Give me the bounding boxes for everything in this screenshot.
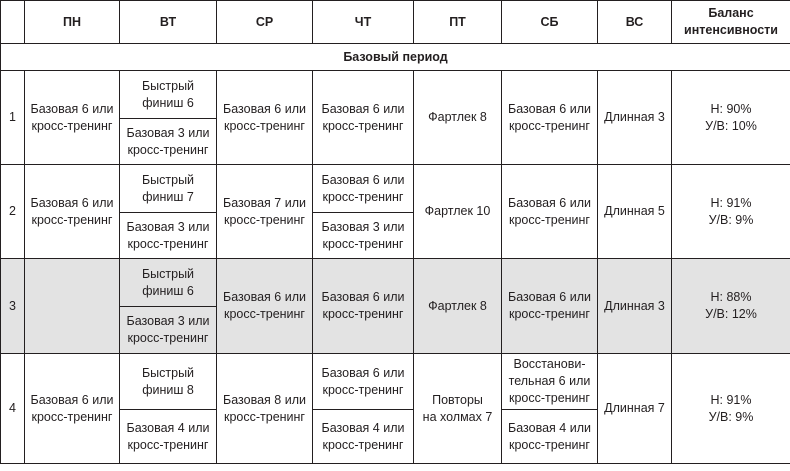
week-2-fri	[414, 165, 502, 259]
week-3-wed-text: Базовая 6 или кросс-тренинг	[223, 290, 306, 321]
week-4-mon	[25, 354, 120, 464]
section-title: Базовый период	[1, 44, 790, 71]
week-2-thu-top	[313, 165, 414, 213]
week-1-sat	[502, 71, 598, 165]
week-4-tue-top-text: Быстрый финиш 8	[141, 365, 195, 397]
header-balance-text: Баланс интенсивности	[684, 6, 778, 37]
week-2-sun-text: Длинная 5	[604, 204, 665, 218]
week-1-sat-text: Базовая 6 или кросс-тренинг	[508, 101, 591, 133]
week-4-sun-text: Длинная 7	[604, 401, 665, 415]
week-1-wed-text: Базовая 6 или кросс-тренинг	[223, 101, 306, 133]
week-2-num: 2	[1, 165, 25, 259]
week-3-sat-text: Базовая 6 или кросс-тренинг	[508, 290, 591, 321]
week-3-tue-top	[120, 259, 217, 307]
week-4-sat-bottom	[502, 410, 598, 464]
header-sun: ВС	[598, 1, 672, 44]
week-3-tue-bottom-text: Базовая 3 или кросс-тренинг	[126, 314, 210, 345]
week-3-sat	[502, 259, 598, 354]
week-2-thu-bottom	[313, 213, 414, 259]
week-4-row-top	[1, 354, 790, 410]
week-1-mon	[25, 71, 120, 165]
header-balance	[672, 1, 790, 44]
week-2-mon-text: Базовая 6 или кросс-тренинг	[30, 195, 114, 227]
week-3-thu	[313, 259, 414, 354]
week-1-tue-top	[120, 71, 217, 119]
week-3-thu-text: Базовая 6 или кросс-тренинг	[321, 290, 405, 321]
week-1-sun-text: Длинная 3	[604, 110, 665, 124]
week-2-wed	[217, 165, 313, 259]
week-2-tue-top-text: Быстрый финиш 7	[141, 172, 195, 204]
week-4-balance-text: Н: 91% У/В: 9%	[708, 392, 754, 424]
week-2-tue-bottom-text: Базовая 3 или кросс-тренинг	[126, 219, 210, 251]
week-1-balance-text: Н: 90% У/В: 10%	[705, 101, 757, 133]
week-1-tue-bottom	[120, 119, 217, 165]
week-3-tue-bottom	[120, 307, 217, 354]
week-2-mon	[25, 165, 120, 259]
week-3-row-top	[1, 259, 790, 307]
week-1-tue-top-text: Быстрый финиш 6	[141, 78, 195, 110]
week-3-wed	[217, 259, 313, 354]
header-row	[1, 1, 790, 44]
week-4-num: 4	[1, 354, 25, 464]
week-3-sun-text: Длинная 3	[604, 298, 665, 313]
week-4-fri-text: Повторы на холмах 7	[422, 392, 493, 424]
week-2-sat-text: Базовая 6 или кросс-тренинг	[508, 195, 591, 227]
header-mon: ПН	[25, 1, 120, 44]
week-3-sun	[598, 259, 672, 354]
week-2-thu-bottom-text: Базовая 3 или кросс-тренинг	[321, 219, 405, 251]
week-4-sun	[598, 354, 672, 464]
week-1-tue-bottom-text: Базовая 3 или кросс-тренинг	[126, 125, 210, 157]
week-1-fri	[414, 71, 502, 165]
week-4-mon-text: Базовая 6 или кросс-тренинг	[30, 392, 114, 424]
header-wed: СР	[217, 1, 313, 44]
week-3-tue-top-text: Быстрый финиш 6	[141, 266, 195, 298]
week-4-tue-bottom	[120, 410, 217, 464]
week-2-row-top	[1, 165, 790, 213]
week-1-thu	[313, 71, 414, 165]
week-4-tue-bottom-text: Базовая 4 или кросс-тренинг	[126, 420, 210, 452]
week-2-thu-top-text: Базовая 6 или кросс-тренинг	[321, 172, 405, 204]
week-3-num: 3	[1, 259, 25, 354]
week-2-balance	[672, 165, 790, 259]
week-1-mon-text: Базовая 6 или кросс-тренинг	[30, 101, 114, 133]
week-4-thu-top	[313, 354, 414, 410]
week-2-tue-top	[120, 165, 217, 213]
week-1-sun	[598, 71, 672, 165]
week-4-thu-bottom	[313, 410, 414, 464]
week-4-wed-text: Базовая 8 или кросс-тренинг	[223, 392, 306, 424]
header-thu: ЧТ	[313, 1, 414, 44]
week-3-mon	[25, 259, 120, 354]
week-2-fri-text: Фартлек 10	[424, 204, 491, 218]
week-4-wed	[217, 354, 313, 464]
week-2-wed-text: Базовая 7 или кросс-тренинг	[223, 195, 306, 227]
week-1-balance	[672, 71, 790, 165]
week-1-num: 1	[1, 71, 25, 165]
week-3-fri	[414, 259, 502, 354]
week-1-wed	[217, 71, 313, 165]
header-num	[1, 1, 25, 44]
week-3-fri-text: Фартлек 8	[428, 298, 487, 313]
week-2-balance-text: Н: 91% У/В: 9%	[708, 195, 754, 227]
week-4-thu-top-text: Базовая 6 или кросс-тренинг	[321, 365, 405, 397]
header-sat: СБ	[502, 1, 598, 44]
section-row	[1, 44, 790, 71]
week-2-sun	[598, 165, 672, 259]
week-4-balance	[672, 354, 790, 464]
week-1-fri-text: Фартлек 8	[428, 110, 487, 124]
week-4-fri	[414, 354, 502, 464]
header-tue: ВТ	[120, 1, 217, 44]
week-2-sat	[502, 165, 598, 259]
week-3-balance	[672, 259, 790, 354]
week-3-balance-text: Н: 88% У/В: 12%	[705, 290, 757, 321]
week-4-thu-bottom-text: Базовая 4 или кросс-тренинг	[321, 420, 405, 452]
week-4-tue-top	[120, 354, 217, 410]
week-4-sat-top	[502, 354, 598, 410]
week-2-tue-bottom	[120, 213, 217, 259]
week-4-sat-bottom-text: Базовая 4 или кросс-тренинг	[508, 420, 591, 452]
header-fri: ПТ	[414, 1, 502, 44]
week-1-thu-text: Базовая 6 или кросс-тренинг	[321, 101, 405, 133]
week-4-sat-top-text: Восстанови- тельная 6 или кросс-тренинг	[508, 357, 591, 405]
week-1-row-top	[1, 71, 790, 119]
